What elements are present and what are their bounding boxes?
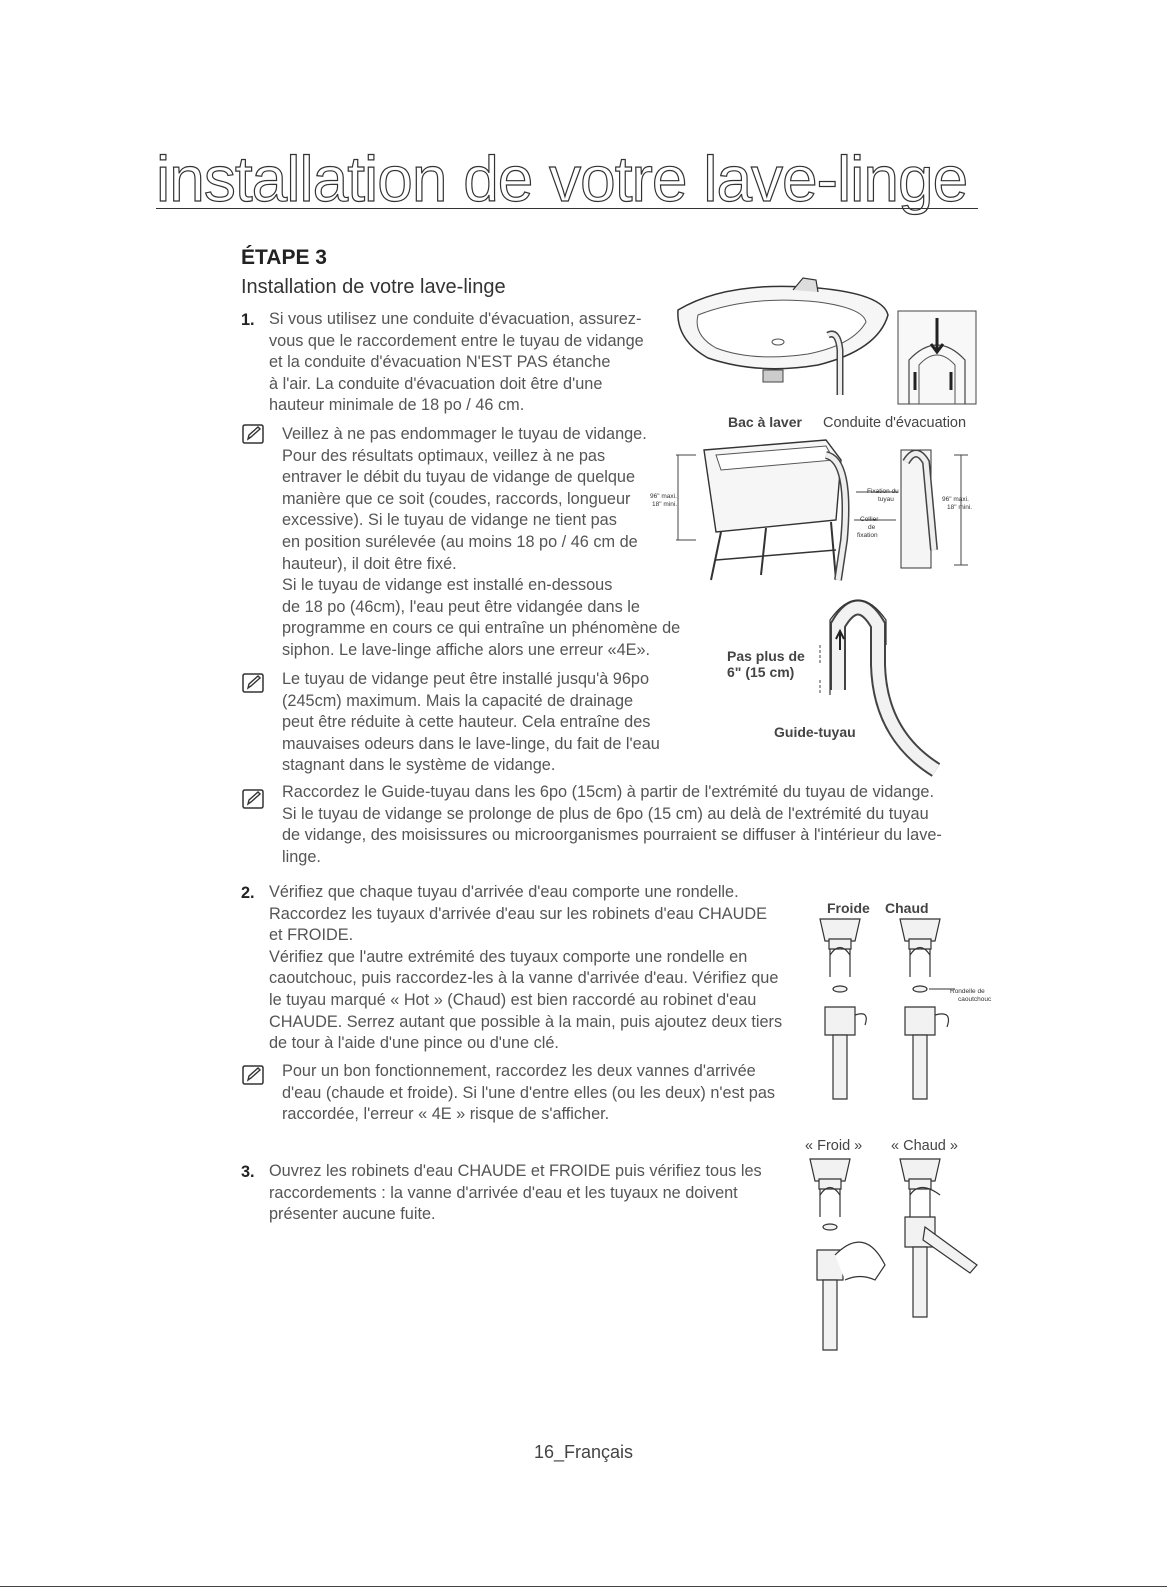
note-pencil-icon — [241, 423, 265, 445]
text-line: le tuyau marqué « Hot » (Chaud) est bien raccordé au robinet d'eau — [269, 990, 757, 1009]
faucet-tightening-illustration — [805, 1155, 980, 1355]
item-3-number: 3. — [241, 1163, 255, 1181]
item-1-text — [269, 309, 644, 417]
label-bac-a-laver: Bac à laver — [728, 414, 802, 430]
label-pas-plus-de: Pas plus de — [727, 648, 805, 664]
text-line: stagnant dans le système de vidange. — [282, 756, 556, 775]
text-line: Si vous utilisez une conduite d'évacuation, assurez- — [269, 310, 642, 328]
text-line: caoutchouc, puis raccordez-les à la vanne d'arrivée d'eau. Vérifiez que — [269, 969, 779, 988]
item-2-number: 2. — [241, 884, 255, 902]
sink-illustration — [668, 270, 898, 395]
note-pencil-icon — [241, 788, 265, 810]
note-pencil-icon — [241, 1064, 265, 1086]
text-line: Ouvrez les robinets d'eau CHAUDE et FROIDE puis vérifiez tous les — [269, 1162, 762, 1180]
text-line: Raccordez le Guide-tuyau dans les 6po (15cm) à partir de l'extrémité du tuyau de vidange. — [282, 783, 934, 801]
text-line: présenter aucune fuite. — [269, 1205, 436, 1224]
label-6-po: 6" (15 cm) — [727, 664, 795, 680]
text-line: raccordements : la vanne d'arrivée d'eau et les tuyaux ne doivent — [269, 1183, 738, 1202]
text-line: (245cm) maximum. Mais la capacité de drainage — [282, 691, 634, 710]
item-2-text — [269, 882, 782, 1055]
item-3-text — [269, 1161, 762, 1226]
faucet-connection-illustration — [815, 915, 955, 1100]
label-96-max: 96" maxi. — [650, 493, 677, 500]
text-line: Veillez à ne pas endommager le tuyau de vidange. — [282, 425, 647, 443]
laundry-tub-illustration — [676, 440, 976, 580]
label-chaud: Chaud — [885, 900, 929, 916]
text-line: Vérifiez que chaque tuyau d'arrivée d'eau comporte une rondelle. — [269, 883, 739, 901]
text-line: mauvaises odeurs dans le lave-linge, du fait de l'eau — [282, 734, 660, 753]
step-label: ÉTAPE 3 — [241, 246, 327, 269]
label-collier-3: fixation — [857, 532, 878, 539]
note-2-text — [282, 669, 660, 777]
title-rule — [156, 208, 978, 209]
text-line: Vérifiez que l'autre extrémité des tuyaux comporte une rondelle en — [269, 947, 748, 966]
text-line: en position surélevée (au moins 18 po / 46 cm de — [282, 532, 638, 551]
section-title: Installation de votre lave-linge — [241, 276, 506, 298]
label-froid-quote: « Froid » — [805, 1138, 863, 1154]
note-3-text — [282, 782, 942, 868]
text-line: peut être réduite à cette hauteur. Cela entraîne des — [282, 713, 651, 732]
label-rondelle-1: Rondelle de — [950, 988, 985, 995]
label-18-min: 18" mini. — [652, 501, 678, 508]
text-line: linge. — [282, 847, 321, 866]
text-line: d'eau (chaude et froide). Si l'une d'entre elles (ou les deux) n'est pas — [282, 1083, 776, 1102]
label-96-max-right: 96" maxi. — [942, 496, 969, 503]
text-line: Si le tuyau de vidange est installé en-dessous — [282, 576, 613, 595]
text-line: Pour des résultats optimaux, veillez à ne pas — [282, 446, 606, 465]
text-line: CHAUDE. Serrez autant que possible à la main, puis ajoutez deux tiers — [269, 1012, 783, 1031]
text-line: siphon. Le lave-linge affiche alors une erreur «4E». — [282, 640, 651, 659]
note-pencil-icon — [241, 672, 265, 694]
label-fixation-2: tuyau — [878, 496, 894, 503]
label-fixation-1: Fixation du — [867, 488, 899, 495]
label-conduite: Conduite d'évacuation — [823, 415, 967, 431]
label-chaud-quote: « Chaud » — [891, 1138, 958, 1154]
text-line: excessive). Si le tuyau de vidange ne tient pas — [282, 511, 617, 530]
text-line: de vidange, des moisissures ou microorganismes pourraient se diffuser à l'intérieur du lave- — [282, 826, 942, 845]
label-collier-1: Collier — [860, 516, 879, 523]
text-line: de tour à l'aide d'une pince ou d'une clé. — [269, 1034, 559, 1053]
text-line: vous que le raccordement entre le tuyau de vidange — [269, 331, 644, 350]
label-collier-2: de — [868, 524, 876, 531]
page-title: installation de votre lave-linge — [156, 143, 968, 215]
text-line: hauteur minimale de 18 po / 46 cm. — [269, 396, 525, 415]
text-line: programme en cours ce qui entraîne un phénomène de — [282, 619, 681, 638]
item-1-number: 1. — [241, 311, 255, 329]
text-line: et la conduite d'évacuation N'EST PAS étanche — [269, 353, 611, 372]
text-line: de 18 po (46cm), l'eau peut être vidangée dans le — [282, 597, 640, 616]
text-line: entraver le débit du tuyau de vidange de quelque — [282, 468, 636, 487]
hose-guide-illustration — [818, 585, 938, 775]
text-line: à l'air. La conduite d'évacuation doit être d'une — [269, 374, 603, 393]
text-line: Raccordez les tuyaux d'arrivée d'eau sur les robinets d'eau CHAUDE — [269, 904, 768, 923]
label-18-min-right: 18" mini. — [947, 504, 973, 511]
label-guide-tuyau: Guide-tuyau — [774, 724, 856, 740]
text-line: hauteur), il doit être fixé. — [282, 554, 457, 573]
bottom-rule — [0, 1586, 1167, 1587]
text-line: Si le tuyau de vidange se prolonge de plus de 6po (15 cm) au delà de l'extrémité du tuyau — [282, 804, 929, 823]
text-line: Pour un bon fonctionnement, raccordez les deux vannes d'arrivée — [282, 1062, 756, 1080]
text-line: Le tuyau de vidange peut être installé jusqu'à 96po — [282, 670, 649, 688]
text-line: manière que ce soit (coudes, raccords, longueur — [282, 489, 631, 508]
page-footer: 16_Français — [533, 1442, 634, 1462]
note-4-text — [282, 1061, 775, 1126]
text-line: raccordée, l'erreur « 4E » risque de s'afficher. — [282, 1105, 610, 1124]
label-froide: Froide — [827, 900, 870, 916]
drain-conduit-inset — [897, 310, 977, 405]
label-rondelle-2: caoutchouc — [958, 996, 992, 1003]
text-line: et FROIDE. — [269, 926, 354, 945]
note-1-text — [282, 424, 680, 662]
